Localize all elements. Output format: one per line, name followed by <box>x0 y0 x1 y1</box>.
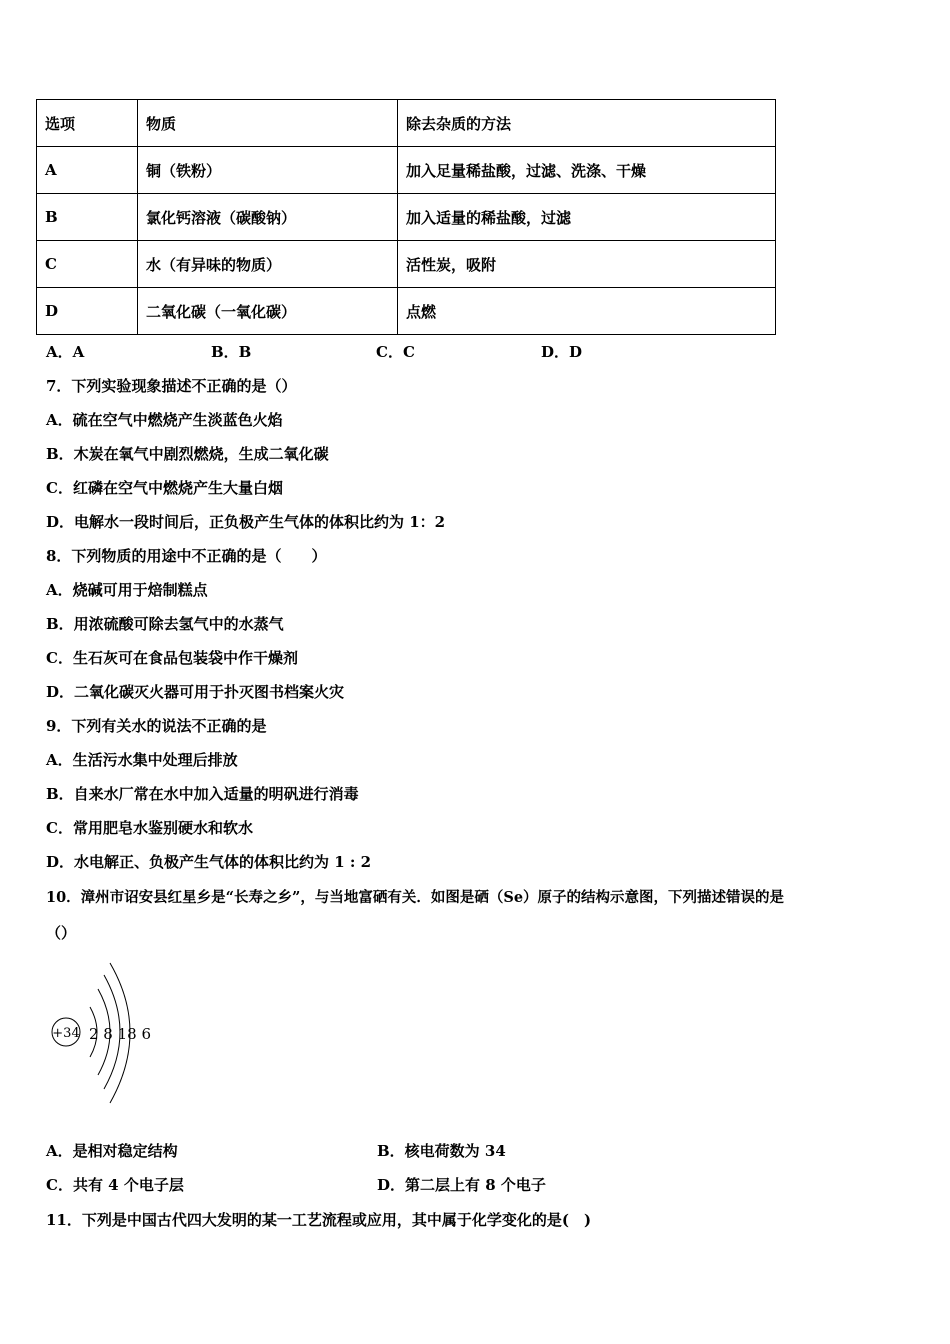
q10-stem-line1: 10．漳州市诏安县红星乡是“长寿之乡”，与当地富硒有关．如图是硒（Se）原子的结构示意图，下列描述错误的是 <box>46 889 785 906</box>
q8-option-b[interactable]: B．用浓硫酸可除去氢气中的水蒸气 <box>46 615 284 633</box>
table-cell: 铜（铁粉） <box>138 147 398 194</box>
q8-option-d[interactable]: D．二氧化碳灭火器可用于扑灭图书档案火灾 <box>46 683 345 701</box>
table-cell: 加入适量的稀盐酸，过滤 <box>398 194 776 241</box>
table-header-cell: 选项 <box>37 100 138 147</box>
table-cell: 二氧化碳（一氧化碳） <box>138 288 398 335</box>
table-row <box>37 194 776 241</box>
table-header-cell: 除去杂质的方法 <box>398 100 776 147</box>
table-cell: 水（有异味的物质） <box>138 241 398 288</box>
q9-option-a[interactable]: A．生活污水集中处理后排放 <box>46 751 238 769</box>
q8-option-c[interactable]: C．生石灰可在食品包装袋中作干燥剂 <box>46 649 298 667</box>
q7-option-c[interactable]: C．红磷在空气中燃烧产生大量白烟 <box>46 479 283 497</box>
q10-options-row1 <box>46 1140 506 1161</box>
q10-stem-line2: （） <box>46 924 77 942</box>
table-row <box>37 241 776 288</box>
q10-options-row2 <box>46 1174 546 1195</box>
table-cell: C <box>37 241 138 288</box>
q8-option-a[interactable]: A．烧碱可用于焙制糕点 <box>46 581 208 599</box>
table-cell: A <box>37 147 138 194</box>
table-row <box>37 147 776 194</box>
q9-option-d[interactable]: D．水电解正、负极产生气体的体积比约为 1 : 2 <box>46 853 372 871</box>
q6-options <box>46 341 582 362</box>
q9-option-c[interactable]: C．常用肥皂水鉴别硬水和软水 <box>46 819 253 837</box>
q9-stem: 9．下列有关水的说法不正确的是 <box>46 717 267 735</box>
q10-option-b[interactable]: B．核电荷数为 34 <box>377 1142 506 1160</box>
table-header-cell: 物质 <box>138 100 398 147</box>
q11-stem: 11．下列是中国古代四大发明的某一工艺流程或应用，其中属于化学变化的是( ) <box>46 1211 592 1229</box>
table-cell: 氯化钙溶液（碳酸钠） <box>138 194 398 241</box>
table-cell: 活性炭，吸附 <box>398 241 776 288</box>
q7-option-d[interactable]: D．电解水一段时间后，正负极产生气体的体积比约为 1：2 <box>46 513 446 531</box>
table-cell: 点燃 <box>398 288 776 335</box>
table-row <box>37 288 776 335</box>
electron-shells-label: 2 8 18 6 <box>88 1025 152 1043</box>
q7-stem: 7．下列实验现象描述不正确的是（） <box>46 377 297 395</box>
nucleus-charge-label: +34 <box>52 1026 80 1041</box>
table-header-row <box>37 100 776 147</box>
q6-option-d[interactable]: D．D <box>541 343 583 361</box>
q9-option-b[interactable]: B．自来水厂常在水中加入适量的明矾进行消毒 <box>46 785 359 803</box>
q7-option-b[interactable]: B．木炭在氧气中剧烈燃烧，生成二氧化碳 <box>46 445 329 463</box>
selenium-atom-structure-diagram <box>40 955 170 1115</box>
q6-option-a[interactable]: A．A <box>46 343 85 361</box>
table-cell: D <box>37 288 138 335</box>
impurity-removal-table <box>36 99 776 335</box>
q10-option-c[interactable]: C．共有 4 个电子层 <box>46 1176 184 1194</box>
q6-option-b[interactable]: B．B <box>211 343 252 361</box>
q7-option-a[interactable]: A．硫在空气中燃烧产生淡蓝色火焰 <box>46 411 283 429</box>
table-cell: B <box>37 194 138 241</box>
q8-stem: 8．下列物质的用途中不正确的是（ ） <box>46 547 327 565</box>
q10-option-a[interactable]: A．是相对稳定结构 <box>46 1142 178 1160</box>
q10-option-d[interactable]: D．第二层上有 8 个电子 <box>377 1176 546 1194</box>
q6-option-c[interactable]: C．C <box>376 343 415 361</box>
table-cell: 加入足量稀盐酸，过滤、洗涤、干燥 <box>398 147 776 194</box>
